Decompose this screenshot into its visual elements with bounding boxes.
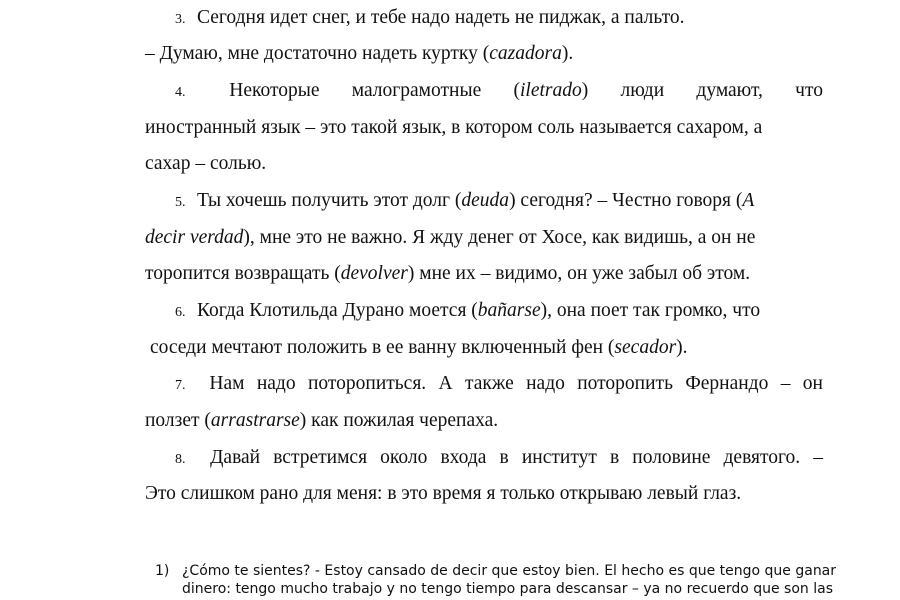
item-8-line-1: 8. Давай встретимся около входа в институт в половине девятого. – [175, 446, 823, 472]
item-4-line-3: сахар – солью. [145, 153, 267, 174]
item-number: 4. [175, 85, 186, 100]
item-4-line-1: 4. Некоторые малограмотные (iletrado) люди думают, что [175, 79, 823, 105]
item-number: 7. [175, 378, 186, 393]
item-5-line-3: торопится возвращать (devolver) мне их – видимо, он уже забыл об этом. [145, 263, 751, 284]
footnote-number: 1) [155, 563, 170, 579]
item-7-line-2: ползет (arrastrarse) как пожилая черепаха. [145, 410, 499, 431]
item-6-line-2: соседи мечтают положить в ее ванну включенный фен (secador). [150, 337, 688, 358]
item-7-line-1: 7. Нам надо поторопиться. А также надо поторопить Фернандо – он [175, 372, 823, 398]
item-number: 8. [175, 452, 186, 467]
item-6-line-1: 6. Когда Клотильда Дурано моется (bañarse), она поет так громко, что [175, 299, 760, 325]
footnote-line-1 [155, 562, 169, 580]
footnote-text-2: dinero: tengo mucho trabajo y no tengo tiempo para descansar – ya no recuerdo que son las [182, 581, 833, 597]
item-3-line-1: 3. Сегодня идет снег, и тебе надо надеть не пиджак, а пальто. [175, 6, 684, 32]
item-number: 5. [175, 195, 186, 210]
item-number: 3. [175, 12, 186, 27]
item-8-line-2: Это слишком рано для меня: в это время я только открываю левый глаз. [145, 483, 742, 504]
footnote-text-1: ¿Cómo te sientes? - Estoy cansado de decir que estoy bien. El hecho es que tengo que ganar [182, 563, 837, 579]
item-3-line-2: – Думаю, мне достаточно надеть куртку (cazadora). [145, 43, 574, 64]
item-4-line-2: иностранный язык – это такой язык, в котором соль называется сахаром, а [145, 117, 763, 138]
item-number: 6. [175, 305, 186, 320]
item-5-line-2: decir verdad), мне это не важно. Я жду денег от Хосе, как видишь, а он не [145, 227, 756, 248]
item-5-line-1: 5. Ты хочешь получить этот долг (deuda) сегодня? – Честно говоря (A [175, 189, 754, 215]
